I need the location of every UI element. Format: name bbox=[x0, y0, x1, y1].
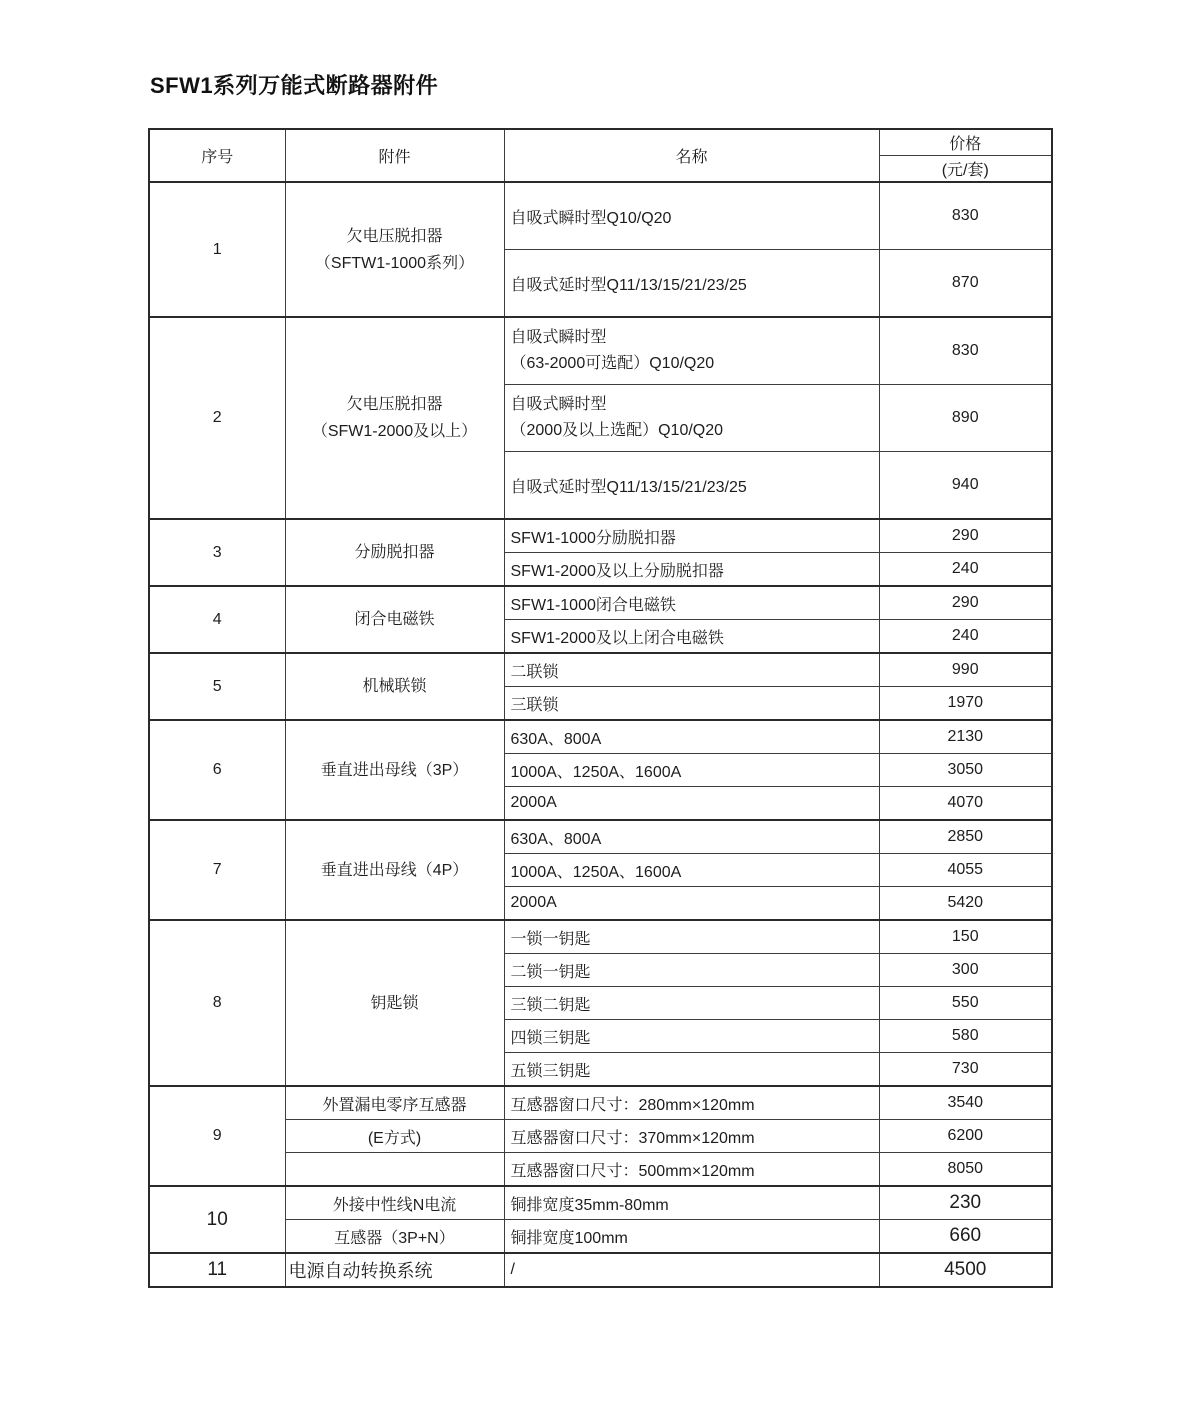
cell-accessory bbox=[285, 720, 504, 820]
name-line: 自吸式瞬时型 bbox=[510, 396, 607, 413]
cell-name: 630A、800A bbox=[504, 720, 879, 754]
cell-price: 3540 bbox=[879, 1086, 1052, 1120]
cell-price: 1970 bbox=[879, 687, 1052, 721]
cell-price: 4500 bbox=[879, 1253, 1052, 1287]
cell-name: SFW1-2000及以上闭合电磁铁 bbox=[504, 620, 879, 654]
cell-accessory bbox=[285, 820, 504, 920]
cell-name: SFW1-1000分励脱扣器 bbox=[504, 519, 879, 553]
cell-serial: 9 bbox=[149, 1086, 285, 1186]
cell-accessory bbox=[285, 653, 504, 720]
cell-price: 290 bbox=[879, 519, 1052, 553]
cell-price: 2850 bbox=[879, 820, 1052, 854]
accessories-price-table bbox=[148, 128, 1053, 1288]
cell-price: 240 bbox=[879, 620, 1052, 654]
cell-name: 互感器窗口尺寸：280mm×120mm bbox=[504, 1086, 879, 1120]
cell-name: 铜排宽度35mm-80mm bbox=[504, 1186, 879, 1220]
cell-price: 730 bbox=[879, 1053, 1052, 1087]
cell-name: 1000A、1250A、1600A bbox=[504, 854, 879, 887]
cell-serial: 6 bbox=[149, 720, 285, 820]
cell-name: / bbox=[504, 1253, 879, 1287]
cell-price: 990 bbox=[879, 653, 1052, 687]
cell-name: 自吸式延时型Q11/13/15/21/23/25 bbox=[504, 452, 879, 520]
name-line: 自吸式瞬时型 bbox=[510, 329, 607, 346]
cell-name: 2000A bbox=[504, 787, 879, 821]
cell-accessory bbox=[285, 1153, 504, 1187]
cell-accessory bbox=[285, 920, 504, 1086]
cell-serial: 7 bbox=[149, 820, 285, 920]
cell-price: 230 bbox=[879, 1186, 1052, 1220]
accessory-line: 垂直进出母线（4P） bbox=[320, 861, 469, 879]
cell-name: 三锁二钥匙 bbox=[504, 987, 879, 1020]
cell-name: 四锁三钥匙 bbox=[504, 1020, 879, 1053]
cell-name: 五锁三钥匙 bbox=[504, 1053, 879, 1087]
cell-price: 3050 bbox=[879, 754, 1052, 787]
cell-accessory: 互感器（3P+N） bbox=[285, 1220, 504, 1254]
cell-price: 830 bbox=[879, 317, 1052, 385]
cell-name: 630A、800A bbox=[504, 820, 879, 854]
cell-name: 自吸式延时型Q11/13/15/21/23/25 bbox=[504, 250, 879, 318]
accessory-line: 分励脱扣器 bbox=[354, 544, 435, 561]
cell-serial: 2 bbox=[149, 317, 285, 519]
cell-price: 240 bbox=[879, 553, 1052, 587]
header-accessory: 附件 bbox=[285, 129, 504, 182]
cell-price: 830 bbox=[879, 182, 1052, 250]
cell-accessory: 外接中性线N电流 bbox=[285, 1186, 504, 1220]
cell-name: SFW1-1000闭合电磁铁 bbox=[504, 586, 879, 620]
cell-serial: 1 bbox=[149, 182, 285, 317]
cell-name: 一锁一钥匙 bbox=[504, 920, 879, 954]
accessory-line: 垂直进出母线（3P） bbox=[320, 761, 469, 779]
cell-serial: 4 bbox=[149, 586, 285, 653]
cell-accessory bbox=[285, 519, 504, 586]
header-serial: 序号 bbox=[149, 129, 285, 182]
cell-price: 4070 bbox=[879, 787, 1052, 821]
accessory-line: 闭合电磁铁 bbox=[354, 611, 435, 628]
cell-price: 8050 bbox=[879, 1153, 1052, 1187]
header-price-unit-line2: (元/套) bbox=[879, 156, 1052, 183]
accessory-line: 机械联锁 bbox=[362, 678, 427, 695]
accessory-line: 欠电压脱扣器 bbox=[346, 227, 443, 245]
cell-accessory: (E方式) bbox=[285, 1120, 504, 1153]
cell-accessory bbox=[285, 317, 504, 519]
cell-price: 150 bbox=[879, 920, 1052, 954]
cell-accessory: 电源自动转换系统 bbox=[285, 1253, 504, 1287]
cell-price: 660 bbox=[879, 1220, 1052, 1254]
cell-price: 290 bbox=[879, 586, 1052, 620]
cell-serial: 10 bbox=[149, 1186, 285, 1253]
cell-name: 铜排宽度100mm bbox=[504, 1220, 879, 1254]
cell-name: 1000A、1250A、1600A bbox=[504, 754, 879, 787]
cell-serial: 8 bbox=[149, 920, 285, 1086]
name-line: （2000及以上选配）Q10/Q20 bbox=[510, 422, 724, 439]
accessory-line: 欠电压脱扣器 bbox=[346, 396, 443, 413]
cell-serial: 11 bbox=[149, 1253, 285, 1287]
cell-name: 三联锁 bbox=[504, 687, 879, 721]
cell-name: 二联锁 bbox=[504, 653, 879, 687]
header-price-unit-line1: 价格 bbox=[879, 129, 1052, 156]
cell-price: 870 bbox=[879, 250, 1052, 318]
cell-price: 2130 bbox=[879, 720, 1052, 754]
cell-accessory bbox=[285, 182, 504, 317]
page-title: SFW1系列万能式断路器附件 bbox=[150, 73, 439, 98]
cell-name: SFW1-2000及以上分励脱扣器 bbox=[504, 553, 879, 587]
cell-name: 二锁一钥匙 bbox=[504, 954, 879, 987]
cell-name: 互感器窗口尺寸：500mm×120mm bbox=[504, 1153, 879, 1187]
cell-serial: 5 bbox=[149, 653, 285, 720]
cell-accessory bbox=[285, 586, 504, 653]
cell-price: 4055 bbox=[879, 854, 1052, 887]
cell-price: 550 bbox=[879, 987, 1052, 1020]
cell-accessory: 外置漏电零序互感器 bbox=[285, 1086, 504, 1120]
cell-price: 5420 bbox=[879, 887, 1052, 921]
cell-name: 2000A bbox=[504, 887, 879, 921]
name-line: （63-2000可选配）Q10/Q20 bbox=[510, 355, 715, 372]
cell-name bbox=[504, 385, 879, 452]
cell-price: 890 bbox=[879, 385, 1052, 452]
cell-price: 580 bbox=[879, 1020, 1052, 1053]
cell-name: 互感器窗口尺寸：370mm×120mm bbox=[504, 1120, 879, 1153]
cell-price: 300 bbox=[879, 954, 1052, 987]
header-name: 名称 bbox=[504, 129, 879, 182]
accessory-line: 钥匙锁 bbox=[370, 994, 419, 1012]
cell-name: 自吸式瞬时型Q10/Q20 bbox=[504, 182, 879, 250]
cell-serial: 3 bbox=[149, 519, 285, 586]
accessory-line: （SFW1-2000及以上） bbox=[311, 423, 478, 440]
cell-price: 6200 bbox=[879, 1120, 1052, 1153]
cell-price: 940 bbox=[879, 452, 1052, 520]
cell-name bbox=[504, 317, 879, 385]
accessory-line: （SFTW1-1000系列） bbox=[314, 254, 475, 272]
